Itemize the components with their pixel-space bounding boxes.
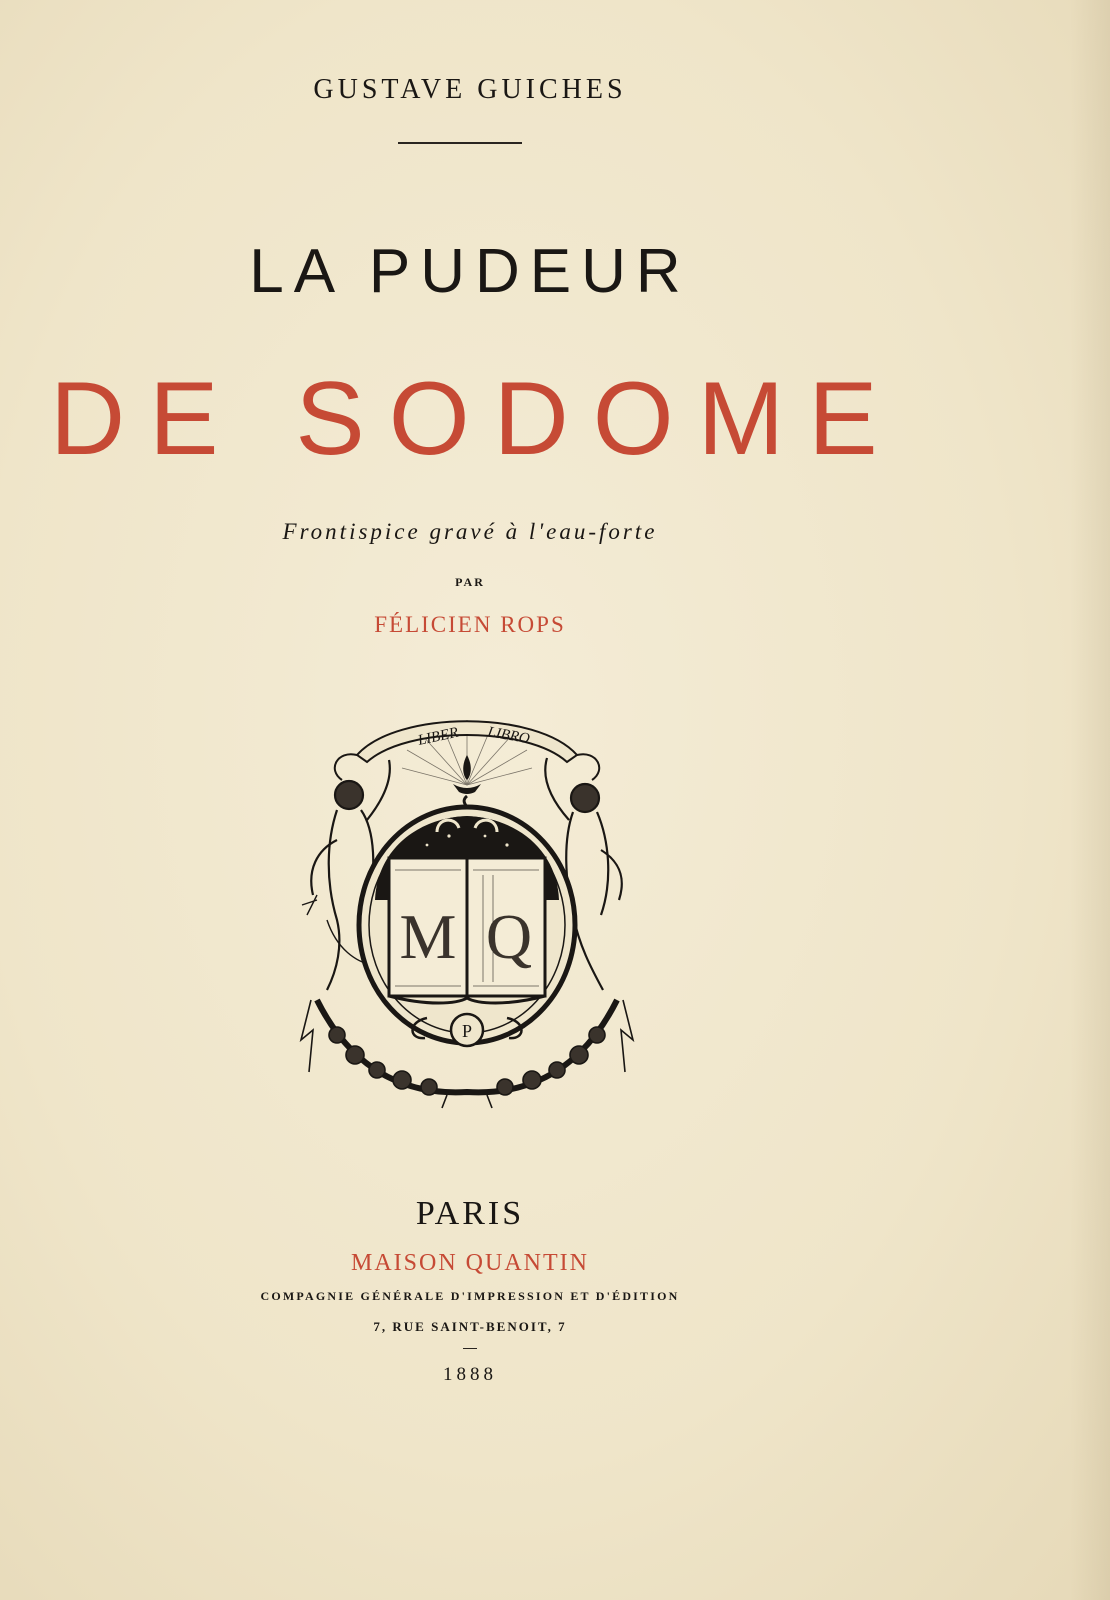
top-divider xyxy=(398,142,522,144)
book-letter-right: Q xyxy=(485,901,533,972)
imprint-city: PARIS xyxy=(415,1195,525,1232)
title-line-2: DE SODOME xyxy=(50,361,902,477)
by-label: PAR xyxy=(455,575,485,589)
publisher-emblem xyxy=(297,700,637,1120)
banner-text-left: LIBER xyxy=(416,724,460,749)
banner-text-right: LIBRO xyxy=(486,724,531,748)
publication-year: 1888 xyxy=(443,1364,497,1385)
monogram-letter: P xyxy=(461,1021,473,1041)
book-letter-left: M xyxy=(399,901,457,972)
year-divider xyxy=(463,1348,477,1349)
frontispice-subtitle: Frontispice gravé à l'eau-forte xyxy=(282,519,658,544)
open-book-icon xyxy=(389,858,545,1003)
author-name: GUSTAVE GUICHES xyxy=(313,74,627,105)
publisher-company: COMPAGNIE GÉNÉRALE D'IMPRESSION ET D'ÉDITION xyxy=(260,1289,680,1303)
illustrator-name: FÉLICIEN ROPS xyxy=(374,612,566,637)
publisher-name: MAISON QUANTIN xyxy=(351,1250,589,1276)
title-line-1: LA PUDEUR xyxy=(249,237,691,306)
publisher-address: 7, RUE SAINT-BENOIT, 7 xyxy=(373,1319,567,1334)
